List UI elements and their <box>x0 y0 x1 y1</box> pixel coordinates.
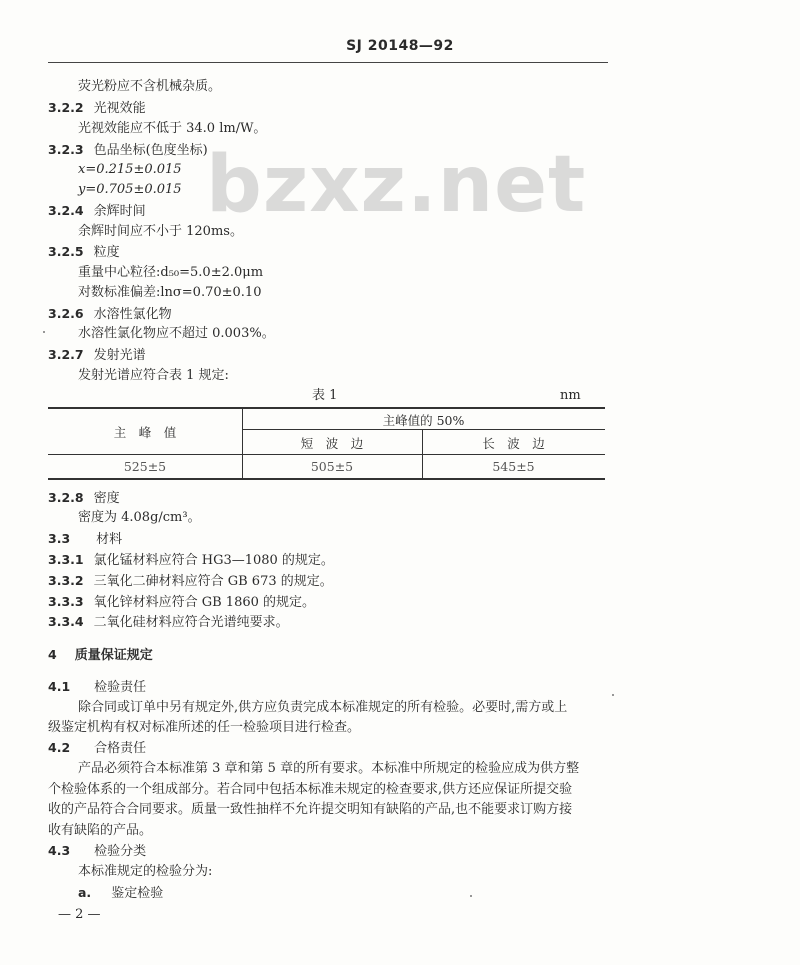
clause-title: 氧化锌材料应符合 GB 1860 的规定。 <box>93 595 316 610</box>
line-text: 水溶性氯化物应不超过 0.003%。 <box>78 326 275 341</box>
scan-speck <box>612 694 614 696</box>
clause-number: 3.2.3 <box>48 142 84 157</box>
clause-title: 粒度 <box>93 245 120 260</box>
line-text: 除合同或订单中另有规定外,供方应负责完成本标准规定的所有检验。必要时,需方或上 <box>78 700 568 715</box>
list-item-text: 鉴定检验 <box>111 886 164 901</box>
line <box>78 162 182 178</box>
line-text: 本标准规定的检验分为: <box>78 864 213 879</box>
clause-number: 3.2.5 <box>48 244 84 259</box>
clause-number: 3.2.8 <box>48 490 84 505</box>
line <box>48 720 360 736</box>
clause-title: 余辉时间 <box>93 204 146 219</box>
line <box>78 761 579 777</box>
line-text: x=0.215±0.015 <box>78 162 182 177</box>
clause-number: 3.3 <box>48 531 71 546</box>
line-text: 密度为 4.08g/cm³。 <box>78 510 201 525</box>
clause-heading <box>48 347 146 364</box>
line-text: 个检验体系的一个组成部分。若合同中包括本标准未规定的检查要求,供方还应保证所提交验 <box>48 782 573 797</box>
table-header-long: 长 波 边 <box>482 436 545 451</box>
line <box>78 121 266 137</box>
table-top-rule <box>48 407 605 409</box>
list-marker: a. <box>78 885 92 900</box>
table-header-mid-rule <box>242 429 605 430</box>
clause-heading <box>48 490 120 507</box>
clause-number: 3.3.4 <box>48 614 84 629</box>
list-item <box>78 885 163 902</box>
line-text: 收有缺陷的产品。 <box>48 823 153 838</box>
clause-title: 检验分类 <box>94 844 147 859</box>
line-text: 收的产品符合合同要求。质量一致性抽样不允许提交明知有缺陷的产品,也不能要求订购方接 <box>48 802 573 817</box>
clause-heading <box>48 552 334 569</box>
clause-heading <box>48 203 146 220</box>
line <box>78 700 567 716</box>
table-header-short: 短 波 边 <box>300 436 364 451</box>
line <box>78 265 263 281</box>
clause-title: 发射光谱 <box>93 348 146 363</box>
clause-heading <box>48 100 146 117</box>
clause-title: 三氧化二砷材料应符合 GB 673 的规定。 <box>93 574 333 589</box>
clause-title: 二氧化硅材料应符合光谱纯要求。 <box>93 615 289 630</box>
clause-heading <box>48 306 172 323</box>
clause-heading <box>48 679 146 696</box>
table-cell-long: 545±5 <box>492 459 535 474</box>
clause-title: 氯化锰材料应符合 HG3—1080 的规定。 <box>93 553 334 568</box>
clause-title: 水溶性氯化物 <box>93 307 172 322</box>
line <box>48 802 572 818</box>
line-text: 发射光谱应符合表 1 规定: <box>78 368 229 383</box>
clause-title: 合格责任 <box>94 741 147 756</box>
clause-heading <box>48 843 146 860</box>
clause-title: 材料 <box>96 532 123 547</box>
line-text: 对数标准偏差:lnσ=0.70±0.10 <box>78 285 262 300</box>
table-cell-main: 525±5 <box>123 459 167 474</box>
watermark: bzxz.net <box>206 140 587 230</box>
clause-heading <box>48 614 289 631</box>
line <box>78 182 182 198</box>
clause-number: 3.3.2 <box>48 573 84 588</box>
clause-heading <box>48 142 208 159</box>
clause-title: 检验责任 <box>94 680 147 695</box>
clause-number: 4.2 <box>48 740 71 755</box>
line <box>78 326 275 342</box>
line-text: 光视效能应不低于 34.0 lm/W。 <box>78 121 267 136</box>
clause-number: 3.2.7 <box>48 347 84 362</box>
clause-title: 光视效能 <box>93 101 146 116</box>
line-text: 荧光粉应不含机械杂质。 <box>78 79 222 94</box>
table-header-main: 主 峰 值 <box>113 425 177 440</box>
clause-heading <box>48 573 333 590</box>
line <box>78 510 201 526</box>
scan-speck <box>43 331 45 333</box>
table-bottom-rule <box>48 478 605 480</box>
table-cell-short: 505±5 <box>310 459 354 474</box>
line-text: 余辉时间应不小于 120ms。 <box>78 224 243 239</box>
clause-number: 3.3.1 <box>48 552 84 567</box>
clause-title: 色品坐标(色度坐标) <box>93 143 208 158</box>
clause-heading <box>48 244 120 261</box>
line <box>48 782 572 798</box>
line <box>48 823 152 839</box>
header-rule <box>48 62 608 63</box>
table-unit: nm <box>560 388 581 403</box>
clause-number: 3.2.6 <box>48 306 84 321</box>
clause-heading <box>48 740 146 757</box>
clause-number: 3.2.2 <box>48 100 84 115</box>
line-text: 级鉴定机构有权对标准所述的任一检验项目进行检查。 <box>48 720 361 735</box>
table-header-bottom-rule <box>48 454 605 455</box>
clause-number: 3.3.3 <box>48 594 84 609</box>
line <box>78 285 261 301</box>
clause-number: 4.1 <box>48 679 71 694</box>
section-title: 质量保证规定 <box>74 648 153 663</box>
line <box>78 368 229 384</box>
clause-heading <box>48 594 315 611</box>
clause-heading <box>48 531 122 548</box>
clause-title: 密度 <box>93 491 120 506</box>
document-code: SJ 20148—92 <box>346 38 454 54</box>
line-text: 产品必须符合本标准第 3 章和第 5 章的所有要求。本标准中所规定的检验应成为供方整 <box>78 761 580 776</box>
clause-number: 3.2.4 <box>48 203 84 218</box>
table-caption: 表 1 <box>312 388 338 403</box>
section-number: 4 <box>48 647 57 662</box>
section-heading <box>48 647 153 664</box>
line <box>78 864 212 880</box>
line <box>78 224 243 240</box>
table-header-group: 主峰值的 50% <box>382 413 465 428</box>
line <box>78 79 221 95</box>
scan-speck <box>470 895 472 897</box>
clause-number: 4.3 <box>48 843 71 858</box>
line-text: 重量中心粒径:d₅₀=5.0±2.0μm <box>78 265 264 280</box>
page-number: — 2 — <box>58 907 101 922</box>
line-text: y=0.705±0.015 <box>78 182 182 197</box>
